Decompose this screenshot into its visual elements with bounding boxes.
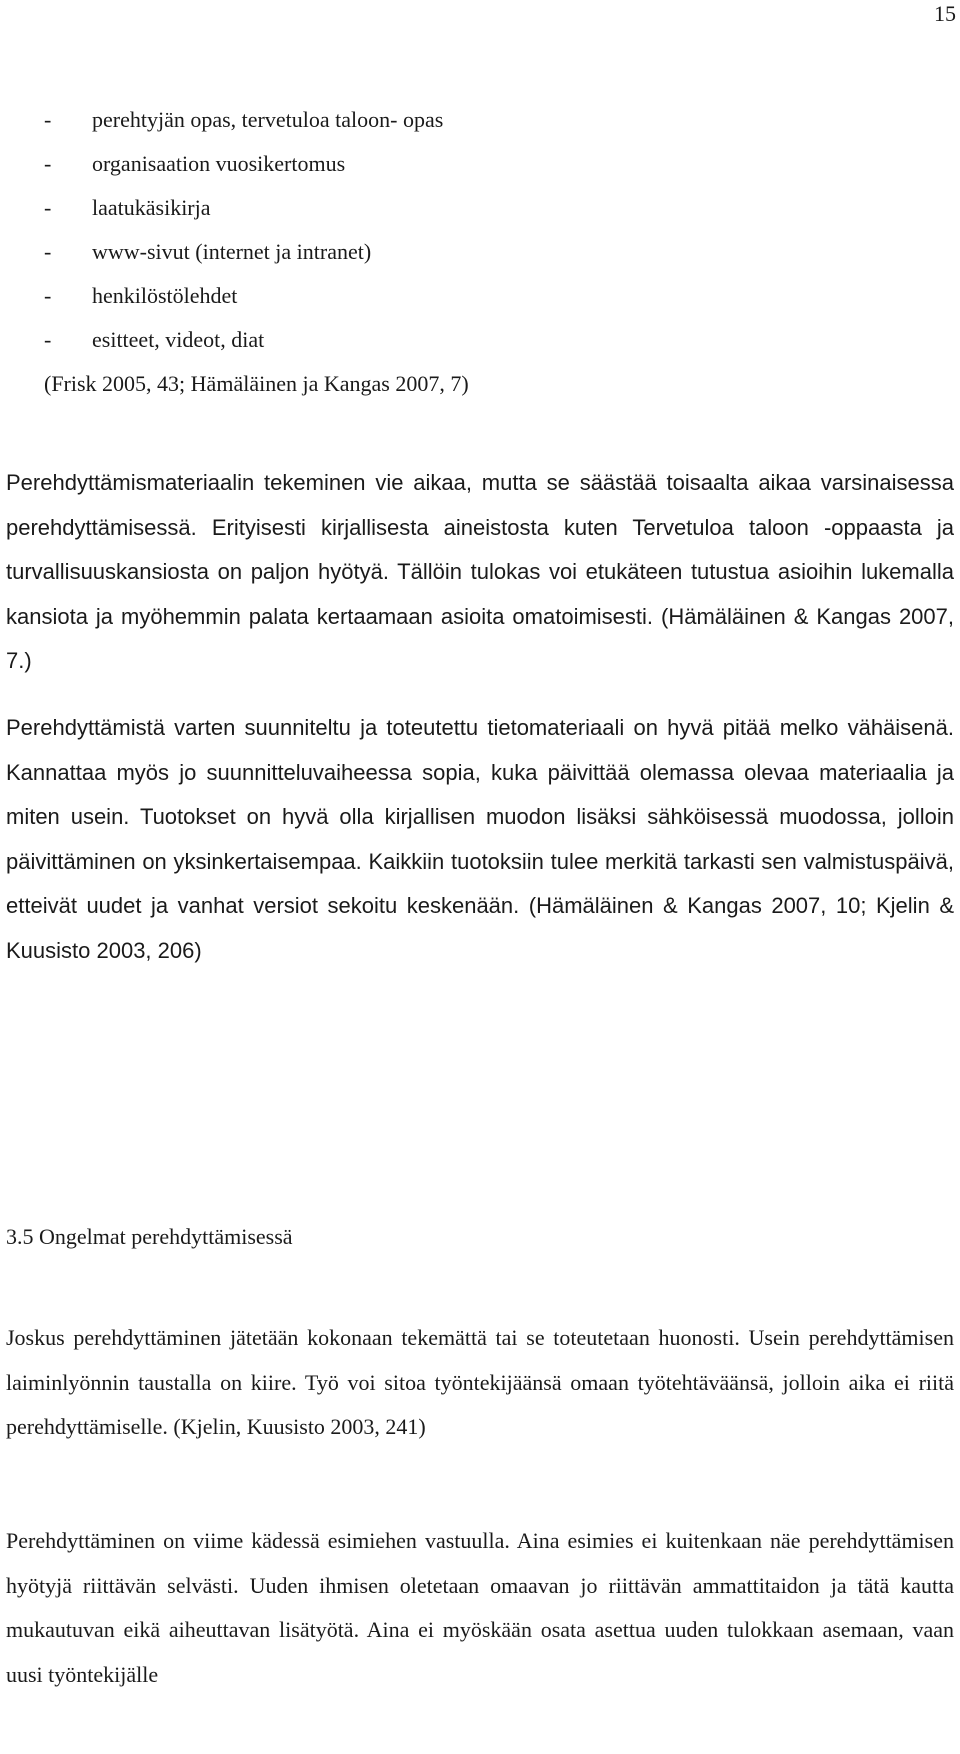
paragraph-materials-effort: Perehdyttämismateriaalin tekeminen vie aikaa, mutta se säästää toisaalta aikaa varsinaisessa perehdyttämisessä. Erityisesti kirjallisesta aineistosta kuten Tervetuloa taloon -oppaasta ja turvallisuuskansiosta on paljon hyötyä. Tällöin tulokas voi etukäteen tutustua asioihin lukemalla kansiota ja myöhemmin palata kertaamaan asioita omatoimisesti. (Hämäläinen & Kangas 2007, 7.) xyxy=(6,470,954,673)
list-item xyxy=(44,230,469,274)
list-item xyxy=(44,318,469,362)
list-item-text: henkilöstölehdet xyxy=(92,283,238,308)
list-item xyxy=(44,98,469,142)
list-item xyxy=(44,186,469,230)
list-dash: - xyxy=(44,283,52,308)
section-heading: 3.5 Ongelmat perehdyttämisessä xyxy=(6,1224,293,1249)
list-item-text: organisaation vuosikertomus xyxy=(92,151,346,176)
list-citation: (Frisk 2005, 43; Hämäläinen ja Kangas 2007, 7) xyxy=(44,371,469,396)
list-dash: - xyxy=(44,107,52,132)
list-item xyxy=(44,274,469,318)
page-number: 15 xyxy=(934,1,956,26)
list-item-text: esitteet, videot, diat xyxy=(92,327,265,352)
list-dash: - xyxy=(44,327,52,352)
list-dash: - xyxy=(44,195,52,220)
paragraph-supervisor-responsibility: Perehdyttäminen on viime kädessä esimiehen vastuulla. Aina esimies ei kuitenkaan näe perehdyttämisen hyötyjä riittävän selvästi. Uuden ihmisen oletetaan omaavan jo riittävän ammattitaidon ja tätä kautta mukautuvan eikä aiheuttavan lisätyötä. Aina ei myöskään osata asettua uuden tulokkaan asemaan, vaan uusi työntekijälle xyxy=(6,1528,954,1687)
list-item-text: laatukäsikirja xyxy=(92,195,211,220)
paragraph-materials-maintenance: Perehdyttämistä varten suunniteltu ja toteutettu tietomateriaali on hyvä pitää melko vähäisenä. Kannattaa myös jo suunnitteluvaiheessa sopia, kuka päivittää olemassa olevaa materiaalia ja miten usein. Tuotokset on hyvä olla kirjallisen muodon lisäksi sähköisessä muodossa, jolloin päivittäminen on yksinkertaisempaa. Kaikkiin tuotoksiin tulee merkitä tarkasti sen valmistuspäivä, etteivät uudet ja vanhat versiot sekoitu keskenään. (Hämäläinen & Kangas 2007, 10; Kjelin & Kuusisto 2003, 206) xyxy=(6,715,954,963)
paragraph-problems: Joskus perehdyttäminen jätetään kokonaan tekemättä tai se toteutetaan huonosti. Usein perehdyttämisen laiminlyönnin taustalla on kiire. Työ voi sitoa työntekijäänsä omaan työtehtäväänsä, jolloin aika ei riitä perehdyttämiselle. (Kjelin, Kuusisto 2003, 241) xyxy=(6,1325,954,1439)
list-item xyxy=(44,142,469,186)
list-item-text: perehtyjän opas, tervetuloa taloon- opas xyxy=(92,107,444,132)
list-dash: - xyxy=(44,151,52,176)
list-item-text: www-sivut (internet ja intranet) xyxy=(92,239,372,264)
list-dash: - xyxy=(44,239,52,264)
materials-list xyxy=(44,98,469,406)
